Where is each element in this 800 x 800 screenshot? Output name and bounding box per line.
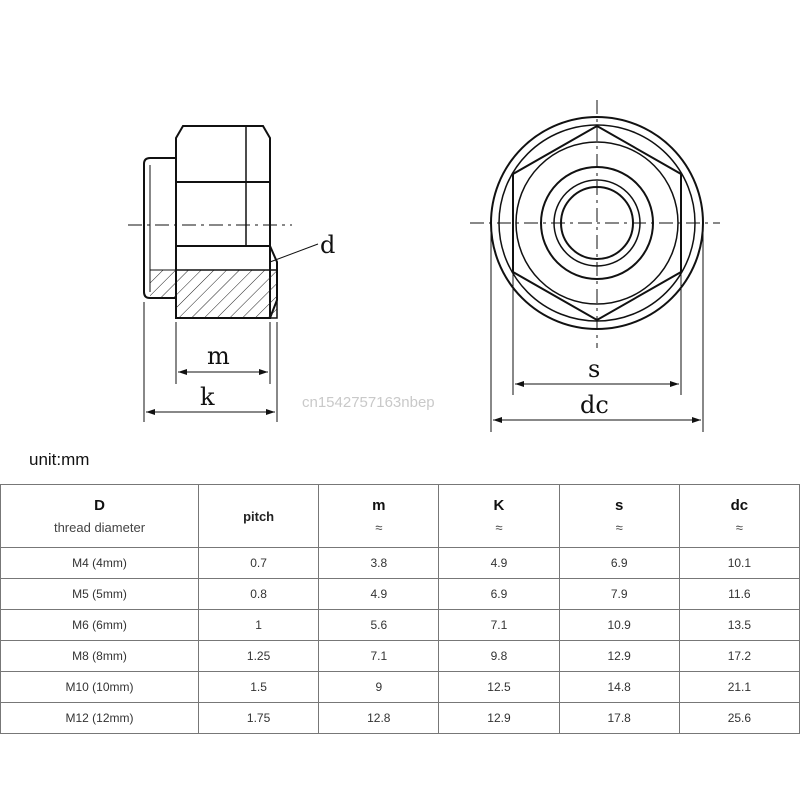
header-m <box>319 485 439 548</box>
table-header-row <box>1 485 800 548</box>
cell-pitch: 1.75 <box>199 703 319 734</box>
cell-k: 9.8 <box>439 641 559 672</box>
cell-size: M4 (4mm) <box>1 548 199 579</box>
cell-m: 9 <box>319 672 439 703</box>
table-row <box>1 548 800 579</box>
header-k-main: K <box>493 497 505 514</box>
cell-k: 7.1 <box>439 610 559 641</box>
cell-dc: 21.1 <box>679 672 799 703</box>
cell-size: M5 (5mm) <box>1 579 199 610</box>
unit-label: unit:mm <box>29 450 90 469</box>
cell-size: M8 (8mm) <box>1 641 199 672</box>
header-s <box>559 485 679 548</box>
table-row <box>1 703 800 734</box>
header-s-sub: ≈ <box>615 520 623 535</box>
cell-s: 14.8 <box>559 672 679 703</box>
header-dc <box>679 485 799 548</box>
watermark: cn1542757163nbep <box>302 394 435 411</box>
cell-s: 10.9 <box>559 610 679 641</box>
header-m-main: m <box>372 497 386 514</box>
table-row <box>1 641 800 672</box>
cell-pitch: 0.7 <box>199 548 319 579</box>
cell-k: 6.9 <box>439 579 559 610</box>
header-pitch: pitch <box>199 485 319 548</box>
cell-s: 12.9 <box>559 641 679 672</box>
header-d <box>1 485 199 548</box>
label-m: m <box>207 342 230 370</box>
cell-s: 6.9 <box>559 548 679 579</box>
table-row <box>1 610 800 641</box>
header-k <box>439 485 559 548</box>
header-k-sub: ≈ <box>495 520 503 535</box>
cell-dc: 17.2 <box>679 641 799 672</box>
cell-dc: 13.5 <box>679 610 799 641</box>
cell-m: 3.8 <box>319 548 439 579</box>
cell-pitch: 1.5 <box>199 672 319 703</box>
cell-k: 4.9 <box>439 548 559 579</box>
table-row <box>1 672 800 703</box>
cell-size: M12 (12mm) <box>1 703 199 734</box>
cell-m: 4.9 <box>319 579 439 610</box>
label-dc: dc <box>580 391 609 419</box>
cell-s: 17.8 <box>559 703 679 734</box>
cell-dc: 11.6 <box>679 579 799 610</box>
header-d-main: D <box>94 497 105 514</box>
label-k: k <box>200 383 215 411</box>
spec-table <box>0 484 800 734</box>
section-hatch <box>176 270 277 318</box>
cell-s: 7.9 <box>559 579 679 610</box>
table-row <box>1 579 800 610</box>
cell-pitch: 0.8 <box>199 579 319 610</box>
cell-size: M10 (10mm) <box>1 672 199 703</box>
cell-m: 5.6 <box>319 610 439 641</box>
header-dc-main: dc <box>730 497 749 514</box>
header-m-sub: ≈ <box>375 520 383 535</box>
label-s: s <box>588 355 601 383</box>
cell-size: M6 (6mm) <box>1 610 199 641</box>
cell-pitch: 1 <box>199 610 319 641</box>
cell-m: 12.8 <box>319 703 439 734</box>
cell-k: 12.9 <box>439 703 559 734</box>
cell-pitch: 1.25 <box>199 641 319 672</box>
nut-side-view <box>128 126 318 422</box>
cell-dc: 10.1 <box>679 548 799 579</box>
cell-k: 12.5 <box>439 672 559 703</box>
cell-dc: 25.6 <box>679 703 799 734</box>
label-d: d <box>320 231 336 259</box>
header-d-sub: thread diameter <box>53 520 146 535</box>
cell-m: 7.1 <box>319 641 439 672</box>
header-s-main: s <box>614 497 624 514</box>
header-dc-sub: ≈ <box>735 520 743 535</box>
